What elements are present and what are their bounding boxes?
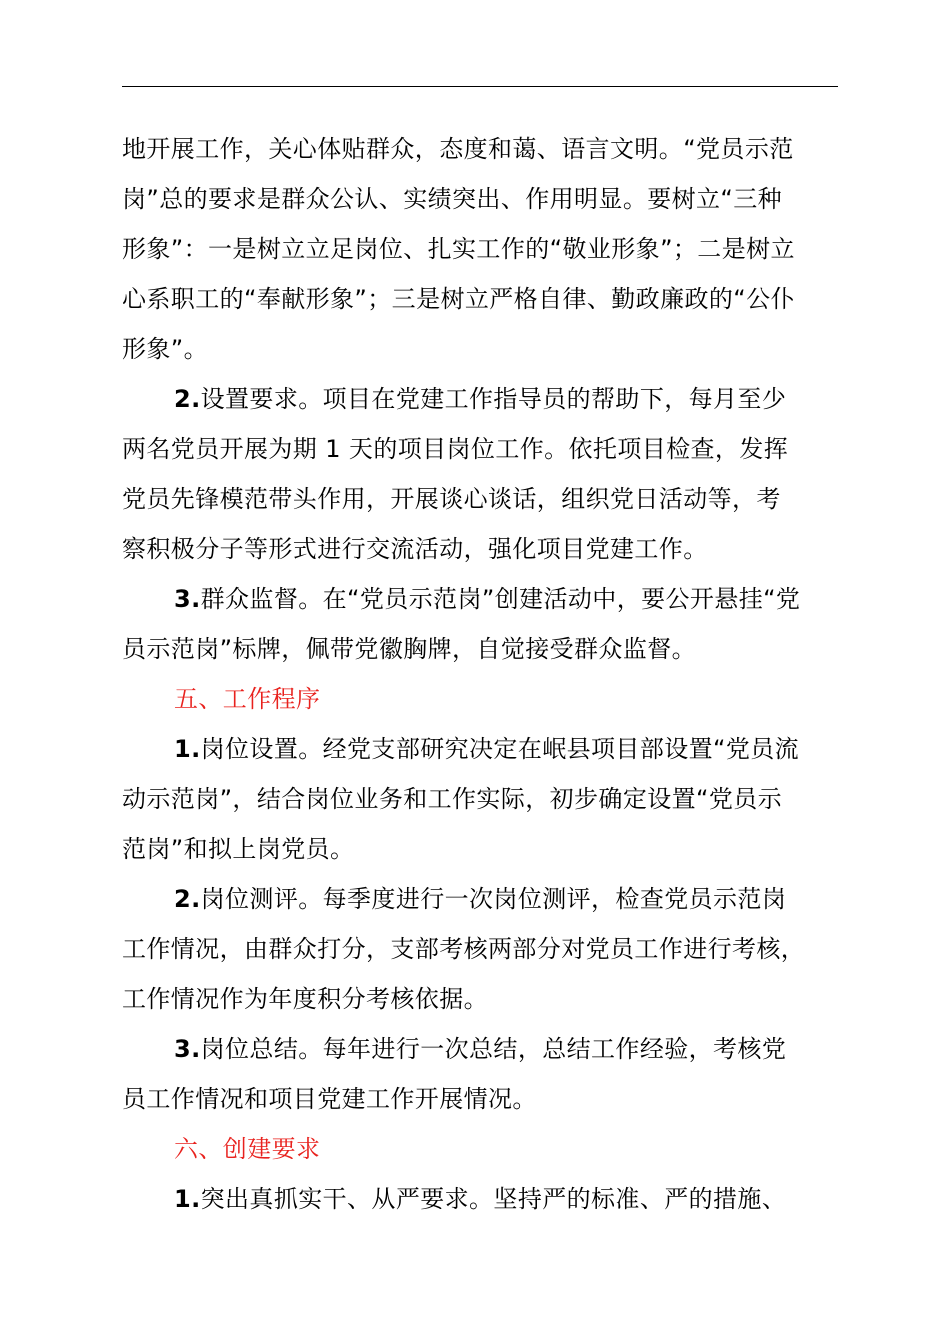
paragraph-line: 心系职工的“奉献形象”；三是树立严格自律、勤政廉政的“公仆 [122,285,795,313]
paragraph-line [122,1174,838,1224]
paragraph-line: 工作情况，由群众打分，支部考核两部分对党员工作进行考核， [122,935,806,963]
paragraph-line: 地开展工作，关心体贴群众，态度和蔼、语言文明。“党员示范 [122,135,794,163]
item-number: 3. [174,585,201,613]
paragraph-line [122,1024,838,1074]
paragraph-text: 设置要求。项目在党建工作指导员的帮助下，每月至少 [200,385,787,413]
paragraph-text: 岗位设置。经党支部研究决定在岷县项目部设置“党员流 [200,735,800,763]
paragraph-line: 形象”：一是树立立足岗位、扎实工作的“敬业形象”；二是树立 [122,235,795,263]
paragraph-text: 岗位总结。每年进行一次总结，总结工作经验，考核党 [200,1035,787,1063]
paragraph-text: 群众监督。在“党员示范岗”创建活动中，要公开悬挂“党 [200,585,801,613]
paragraph-line: 动示范岗”，结合岗位业务和工作实际，初步确定设置“党员示 [122,785,783,813]
paragraph-line: 党员先锋模范带头作用，开展谈心谈话，组织党日活动等，考 [122,485,781,513]
paragraph-text: 突出真抓实干、从严要求。坚持严的标准、严的措施、 [200,1185,787,1213]
paragraph-line [122,574,838,624]
paragraph-text: 岗位测评。每季度进行一次岗位测评，检查党员示范岗 [200,885,787,913]
paragraph-line: 范岗”和拟上岗党员。 [122,835,355,863]
paragraph-line: 员示范岗”标牌，佩带党徽胸牌，自觉接受群众监督。 [122,635,697,663]
item-number: 3. [174,1035,201,1063]
paragraph-line: 两名党员开展为期 1 天的项目岗位工作。依托项目检查，发挥 [122,435,789,463]
paragraph-line: 员工作情况和项目党建工作开展情况。 [122,1085,537,1113]
item-number: 1. [174,1185,201,1213]
section-heading: 五、工作程序 [174,685,321,713]
paragraph-line [122,724,838,774]
paragraph-line: 工作情况作为年度积分考核依据。 [122,985,488,1013]
item-number: 1. [174,735,201,763]
item-number: 2. [174,885,201,913]
item-number: 2. [174,385,201,413]
document-body [122,124,838,1224]
paragraph-line [122,374,838,424]
paragraph-line [122,874,838,924]
paragraph-line: 察积极分子等形式进行交流活动，强化项目党建工作。 [122,535,708,563]
section-heading: 六、创建要求 [174,1135,321,1163]
paragraph-line: 岗”总的要求是群众公认、实绩突出、作用明显。要树立“三种 [122,185,783,213]
paragraph-line: 形象”。 [122,335,209,363]
header-rule [122,86,838,87]
